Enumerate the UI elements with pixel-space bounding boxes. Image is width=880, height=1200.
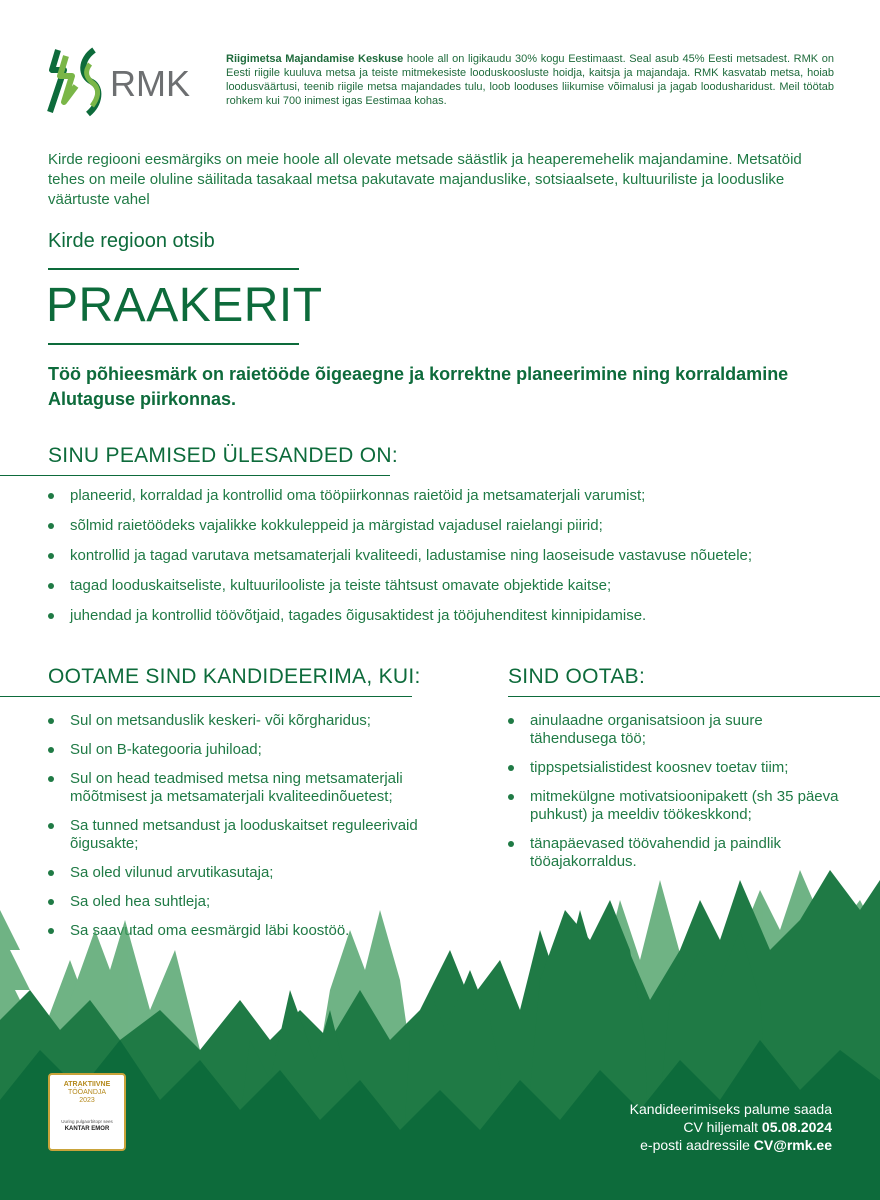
region-description: Kirde regiooni eesmärgiks on meie hoole all olevate metsade säästlik ja heaperemehelik majandamine. Metsatöid tehes on meile oluline säilitada tasakaal metsa pakutavate majanduslike, sotsiaalsete, kultuuriliste ja looduslike väärtuste vahel xyxy=(48,151,802,208)
bullet-icon xyxy=(48,523,54,529)
list-item: sõlmid raietöödeks vajalikke kokkuleppeid ja märgistad vajadusel raielangi piirid; xyxy=(48,517,848,535)
region-seeks-heading: Kirde regioon otsib xyxy=(48,230,215,252)
attractive-employer-badge: ATRAKTIIVNE TÖÖANDJA 2023 Uuring pulgaorbitopr sees KANTAR EMOR xyxy=(48,1073,126,1151)
email-link[interactable]: CV@rmk.ee xyxy=(753,1137,832,1153)
list-item: Sul on B-kategooria juhiload; xyxy=(48,741,418,759)
list-item: tagad looduskaitseliste, kultuurilooliste ja teiste tähtsust omavate objektide kaitse; xyxy=(48,577,848,595)
list-item: juhendad ja kontrollid töövõtjaid, tagades õigusaktidest ja tööjuhenditest kinnipidamise. xyxy=(48,607,848,625)
bullet-icon xyxy=(48,747,54,753)
bullet-icon xyxy=(48,718,54,724)
bullet-icon xyxy=(48,823,54,829)
apply-line-3: e-posti aadressile CV@rmk.ee xyxy=(640,1137,832,1153)
list-item: Sa oled hea suhtleja; xyxy=(48,893,418,911)
requirements-divider xyxy=(0,696,412,697)
job-goal: Töö põhieesmärk on raietööde õigeaegne ja korrektne planeerimine ning korraldamine Alutaguse piirkonnas. xyxy=(48,364,789,409)
rmk-logo xyxy=(44,46,204,118)
bullet-icon xyxy=(508,794,514,800)
tasks-heading: SINU PEAMISED ÜLESANDED ON: xyxy=(48,444,399,467)
list-item: ainulaadne organisatsioon ja suure tähendusega töö; xyxy=(508,712,848,748)
list-item: Sul on metsanduslik keskeri- või kõrgharidus; xyxy=(48,712,418,730)
list-item: Sul on head teadmised metsa ning metsamaterjali mõõtmisest ja metsamaterjali kvaliteedinõuetest; xyxy=(48,770,418,806)
list-item: tänapäevased töövahendid ja paindlik tööajakorraldus. xyxy=(508,835,848,871)
title-divider-top xyxy=(48,268,299,270)
intro-paragraph xyxy=(226,52,834,108)
intro-text: hoole all on ligikaudu 30% kogu Eestimaast. Seal asub 45% Eesti metsadest. RMK on Eesti riigile kuuluva metsa ja teiste mitmekesiste looduskoosluste hoidja, kaitsja ja majandaja. RMK kasvatab metsa, hoiab loodusväärtusi, teenib riigile metsa majandades tulu, loob looduses liikumise võimalusi ja jagab loodusharidust. Meil töötab rohkem kui 700 inimest igas Eestimaa kohas. xyxy=(226,53,834,107)
list-item: kontrollid ja tagad varutava metsamaterjali kvaliteedi, ladustamise ning laoseisude vastavuse nõuetele; xyxy=(48,547,848,565)
title-divider-bottom xyxy=(48,343,299,345)
apply-line-2: CV hiljemalt 05.08.2024 xyxy=(683,1119,832,1135)
intro-org-name: Riigimetsa Majandamise Keskuse xyxy=(226,53,404,65)
offer-divider xyxy=(508,696,880,697)
list-item: planeerid, korraldad ja kontrollid oma tööpiirkonnas raietöid ja metsamaterjali varumist; xyxy=(48,487,848,505)
list-item: Sa saavutad oma eesmärgid läbi koostöö. xyxy=(48,922,418,940)
requirements-heading: OOTAME SIND KANDIDEERIMA, KUI: xyxy=(48,665,421,688)
list-item: Sa tunned metsandust ja looduskaitset reguleerivaid õigusakte; xyxy=(48,817,418,853)
job-title: PRAAKERIT xyxy=(46,279,323,332)
bullet-icon xyxy=(48,553,54,559)
logo-text: RMK xyxy=(110,63,190,104)
apply-line-1: Kandideerimiseks palume saada xyxy=(629,1101,832,1117)
application-info xyxy=(572,1100,832,1154)
bullet-icon xyxy=(508,765,514,771)
tasks-list xyxy=(48,487,848,637)
list-item: tippspetsialistidest koosnev toetav tiim; xyxy=(508,759,848,777)
offer-heading: SIND OOTAB: xyxy=(508,665,646,688)
deadline-date: 05.08.2024 xyxy=(761,1119,832,1135)
bullet-icon xyxy=(48,583,54,589)
tasks-divider xyxy=(0,475,390,476)
bullet-icon xyxy=(48,493,54,499)
bullet-icon xyxy=(48,613,54,619)
list-item: mitmekülgne motivatsioonipakett (sh 35 päeva puhkust) ja meeldiv töökeskkond; xyxy=(508,788,848,824)
bullet-icon xyxy=(48,776,54,782)
bullet-icon xyxy=(508,718,514,724)
list-item: Sa oled vilunud arvutikasutaja; xyxy=(48,864,418,882)
rmk-logo-icon xyxy=(44,46,204,118)
